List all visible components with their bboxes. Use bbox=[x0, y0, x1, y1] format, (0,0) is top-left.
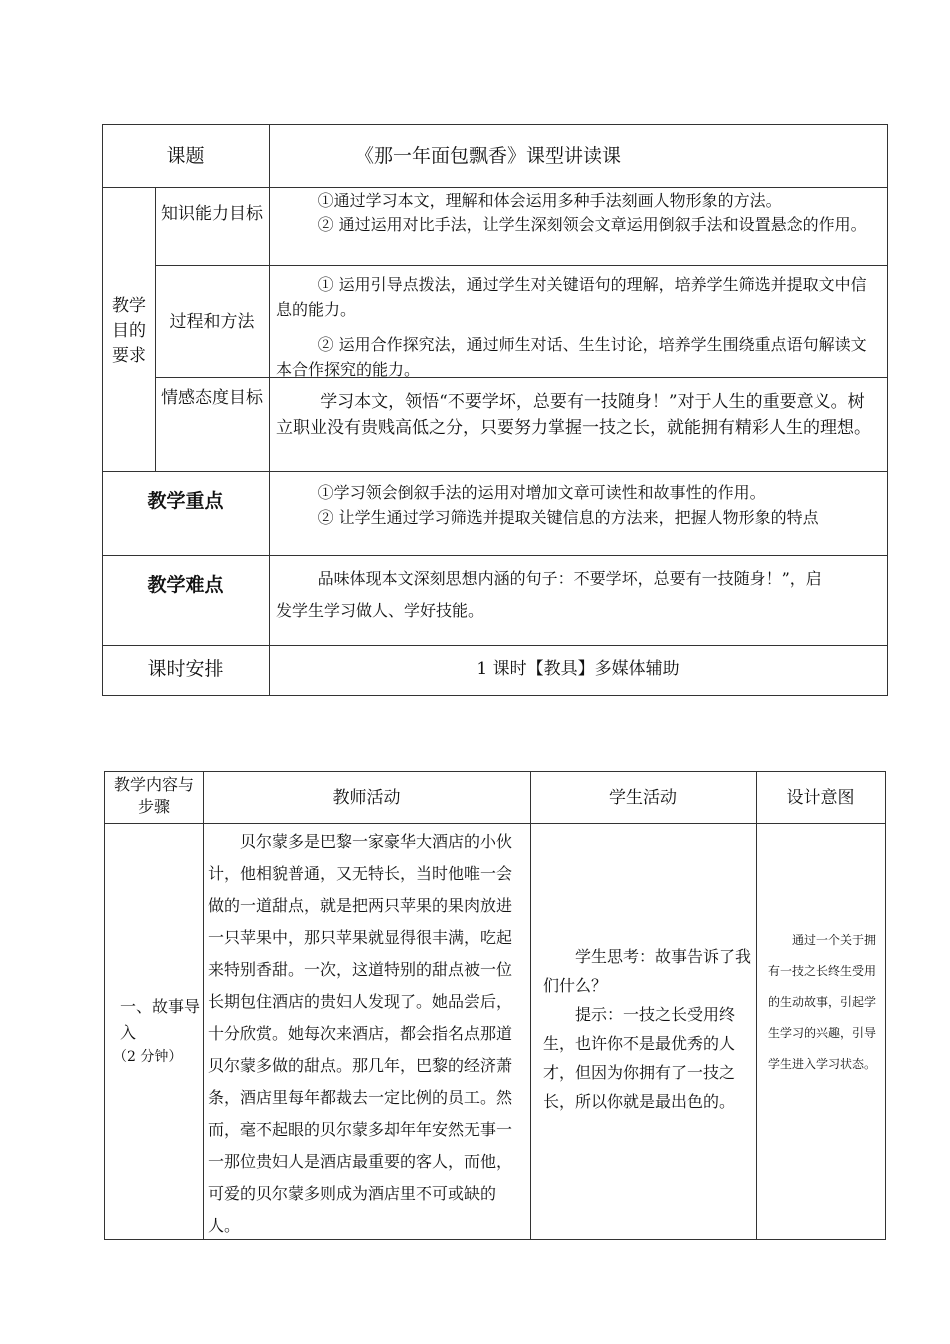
key-points-label: 教学重点 bbox=[147, 490, 224, 512]
student-activity bbox=[543, 942, 751, 1116]
step-duration: （2 分钟） bbox=[113, 1049, 183, 1065]
schedule-value: 1 课时【教具】多媒体辅助 bbox=[476, 659, 680, 679]
objective-text-emotion bbox=[276, 389, 880, 441]
header-step: 教学内容与步骤 bbox=[113, 775, 194, 816]
step-title: 一、故事导入 bbox=[120, 997, 201, 1042]
topic-label: 课题 bbox=[166, 145, 205, 167]
objective-label-knowledge: 知识能力目标 bbox=[161, 204, 263, 224]
header-teacher: 教师活动 bbox=[332, 788, 401, 808]
objective-text-knowledge bbox=[276, 189, 880, 237]
header-student: 学生活动 bbox=[609, 788, 677, 808]
objective-line: 学习本文，领悟“不要学坏，总要有一技随身！”对于人生的重要意义。树立职业没有贵贱高低之分，只要努力掌握一技之长，就能拥有精彩人生的理想。 bbox=[276, 392, 871, 438]
difficulty-text: 品味体现本文深刻思想内涵的句子：不要学坏，总要有一技随身！”，启发学生学习做人、学好技能。 bbox=[276, 569, 822, 620]
topic-value: 《那一年面包飘香》课型讲读课 bbox=[355, 145, 622, 167]
objective-line: ①通过学习本文，理解和体会运用多种手法刻画人物形象的方法。 bbox=[317, 191, 782, 210]
objective-line: ② 通过运用对比手法，让学生深刻领会文章运用倒叙手法和设置悬念的作用。 bbox=[317, 215, 867, 234]
objective-text-process bbox=[276, 272, 880, 382]
student-question: 学生思考：故事告诉了我们什么？ bbox=[543, 947, 752, 995]
key-point-line: ② 让学生通过学习筛选并提取关键信息的方法来，把握人物形象的特点 bbox=[317, 508, 819, 527]
objective-label-emotion: 情感态度目标 bbox=[161, 388, 263, 408]
teacher-activity: 贝尔蒙多是巴黎一家豪华大酒店的小伙计，他相貌普通，又无特长，当时他唯一会做的一道甜点，就是把两只苹果的果肉放进一只苹果中，那只苹果就显得很丰满，吃起来特别香甜。一次，这道特别的甜点被一位长期包住酒店的贵妇人发现了。她品尝后，十分欣赏。她每次来酒店，都会指名点那道贝尔蒙多做的甜点。那几年，巴黎的经济萧条，酒店里每年都裁去一定比例的员工。然而，毫不起眼的贝尔蒙多却年年安然无事一一那位贵妇人是酒店最重要的客人，而他，可爱的贝尔蒙多则成为酒店里不可或缺的人。 bbox=[208, 832, 513, 1235]
difficulty-label: 教学难点 bbox=[147, 574, 224, 596]
key-point-line: ①学习领会倒叙手法的运用对增加文章可读性和故事性的作用。 bbox=[317, 483, 766, 502]
student-hint: 提示：一技之长受用终生，也许你不是最优秀的人才，但因为你拥有了一技之长，所以你就是最出色的。 bbox=[543, 1005, 736, 1111]
objective-line: ① 运用引导点拨法，通过学生对关键语句的理解，培养学生筛选并提取文中信息的能力。 bbox=[276, 275, 867, 319]
objective-line: ② 运用合作探究法，通过师生对话、生生讨论，培养学生围绕重点语句解读文本合作探究的能力。 bbox=[276, 335, 867, 379]
header-intent: 设计意图 bbox=[786, 788, 855, 808]
objective-label-process: 过程和方法 bbox=[169, 312, 255, 332]
key-points-text bbox=[276, 480, 880, 530]
objectives-label: 教学目的要求 bbox=[112, 296, 146, 366]
schedule-label: 课时安排 bbox=[147, 658, 224, 680]
design-intent: 通过一个关于拥有一技之长终生受用的生动故事，引起学生学习的兴趣，引导学生进入学习状态。 bbox=[768, 933, 877, 1071]
